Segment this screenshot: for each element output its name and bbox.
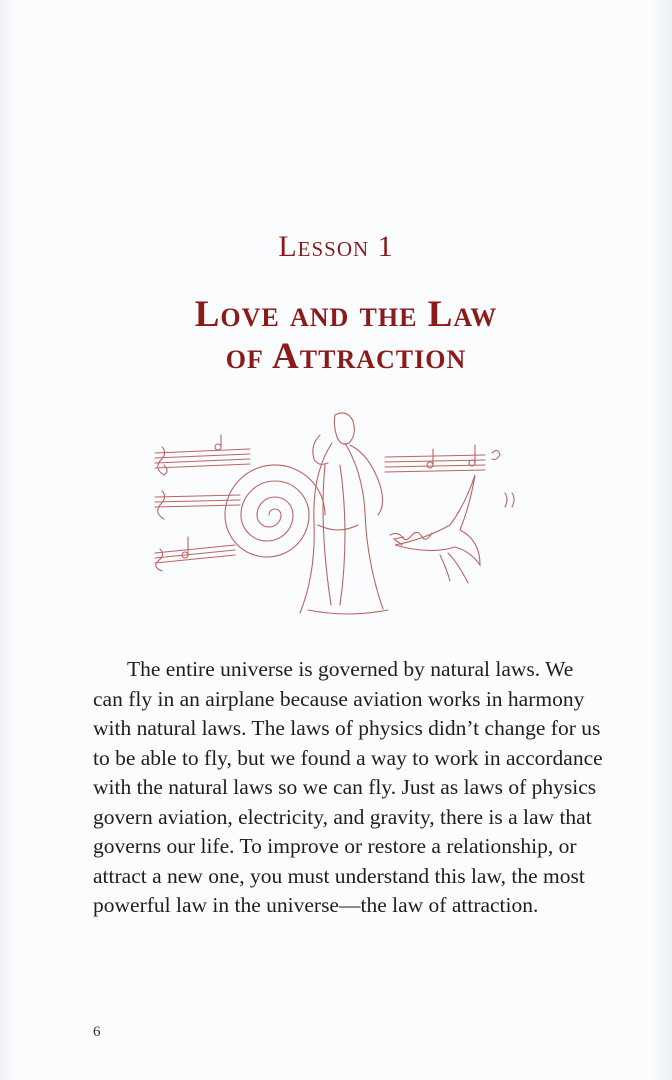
chapter-title: [0, 294, 672, 378]
dove-icon: [394, 475, 514, 583]
body-paragraph: The entire universe is governed by natural laws. We can fly in an airplane because aviation works in harmony with natural laws. The laws of physics didn’t change for us to be able to fly, but we found a way to work in accordance with the natural laws so we can fly. Just as laws of physics govern aviation, electricity, and gravity, there is a law that governs our life. To improve or restore a relationship, or attract a new one, you must understand this law, the most powerful law in the universe—the law of attraction.: [93, 657, 603, 917]
spiral-icon: [225, 465, 325, 557]
couple-figure-icon: [300, 413, 388, 614]
music-staff-right-icon: [385, 445, 500, 472]
chapter-title-line-2: of Attraction: [225, 336, 467, 377]
chapter-title-line-1: Love and the Law: [194, 294, 498, 335]
lesson-label: Lesson 1: [278, 230, 394, 263]
couple-embracing-illustration: [140, 405, 540, 620]
page-number: 6: [93, 1024, 101, 1040]
music-staff-icon: [155, 435, 250, 571]
body-text: [93, 655, 603, 921]
